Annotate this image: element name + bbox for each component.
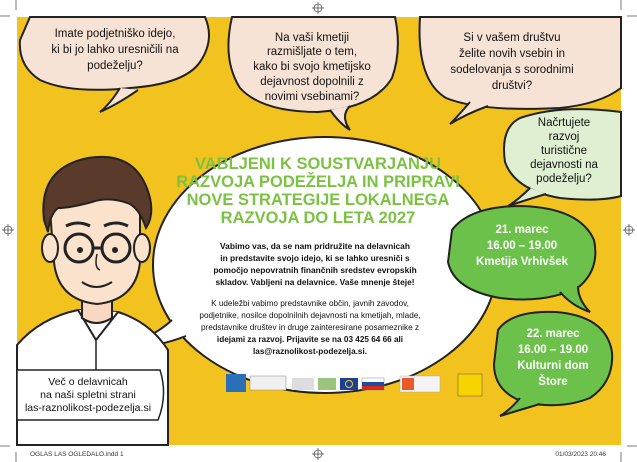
bubble-q2-line: Na vaši kmetiji: [274, 32, 350, 44]
bubble-q3-line: Si v vašem društvu: [463, 32, 561, 44]
body2-line: idejami za razvoj. Prijavite se na 03 425 64 66 ali: [216, 335, 404, 344]
body1-line: Vabimo vas, da se nam pridružite na delavnicah: [220, 241, 410, 251]
bubble-q3-line: društvi?: [491, 80, 533, 92]
headline-line: RAZVOJA PODEŽELJA IN PRIPRAVI: [176, 173, 460, 191]
bubble-q4-line: razvoj: [548, 131, 580, 143]
body2-line: K udeležbi vabimo predstavnike občin, javnih zavodov,: [211, 299, 409, 308]
logo-las: [226, 374, 246, 392]
event-2-place: Kulturni dom: [517, 360, 589, 372]
event-1-date: 21. marec: [495, 224, 549, 236]
bubble-q3-line: želite novih vsebin in: [458, 48, 566, 60]
bubble-q1-line: Imate podjetniško idejo,: [54, 28, 176, 40]
body2-line: las@raznolikost-podezelja.si.: [253, 347, 367, 356]
logo-slovenia: [292, 378, 314, 390]
body2-line: podjetnike, nosilce dopolnilnih dejavnosti na kmetijah, mlade,: [199, 311, 421, 320]
event-2-date: 22. marec: [526, 328, 580, 340]
logo-eu-agri: [250, 376, 286, 390]
more-info-line: na naši spletni strani: [40, 389, 136, 401]
more-info: [17, 370, 164, 420]
logo-eu-flag: [340, 378, 358, 390]
logo-municipality: [458, 374, 482, 396]
headline-line: RAZVOJA DO LETA 2027: [220, 209, 416, 227]
bubble-q2-line: dejavnost dopolnili z: [260, 76, 364, 88]
event-1-time: 16.00 – 19.00: [486, 240, 558, 252]
bubble-q1-line: ki bi jo lahko uresničili na: [51, 44, 179, 56]
logo-program: [318, 378, 336, 390]
more-info-link[interactable]: las-raznolikost-podezelja.si: [24, 402, 152, 414]
body1-line: skladov. Vabljeni na delavnice. Vaše mnenje šteje!: [215, 277, 415, 287]
event-2-place: Štore: [538, 376, 568, 388]
event-2-time: 16.00 – 19.00: [517, 344, 589, 356]
body1-line: in predstavite svojo idejo, ki se lahko uresniči s: [220, 253, 410, 263]
bubble-q3-line: sodelovanja s sorodnimi: [450, 64, 574, 76]
bubble-q2-line: novimi vsebinami?: [264, 91, 360, 103]
more-info-line: Več o delavnicah: [48, 376, 128, 388]
bubble-q4-line: turistične: [540, 145, 588, 157]
bubble-q4-line: dejavnosti na: [530, 159, 598, 171]
body1-line: pomočjo nepovratnih finančnih sredstev evropskih: [213, 265, 417, 275]
bubble-q4-line: podeželju?: [536, 173, 592, 185]
bubble-q2-line: kako bi svojo kmetijsko: [253, 61, 371, 73]
bubble-q1-line: podeželju?: [87, 60, 143, 72]
event-1-place: Kmetija Vrhivšek: [475, 256, 569, 268]
bubble-q2-line: razmišljate o tem,: [266, 46, 358, 58]
body2-line: predstavnike društev in druge zainteresirane posameznike z: [201, 323, 419, 332]
footer-file-label: OGLAS LAS OGLEDALO.indd 1: [30, 451, 124, 458]
headline-line: NOVE STRATEGIJE LOKALNEGA: [186, 191, 450, 209]
footer-timestamp: 01/03/2023 20:46: [555, 451, 606, 458]
bubble-q4-line: Načrtujete: [537, 117, 591, 129]
headline-line: VABLJENI K SOUSTVARJANJU: [194, 155, 442, 173]
